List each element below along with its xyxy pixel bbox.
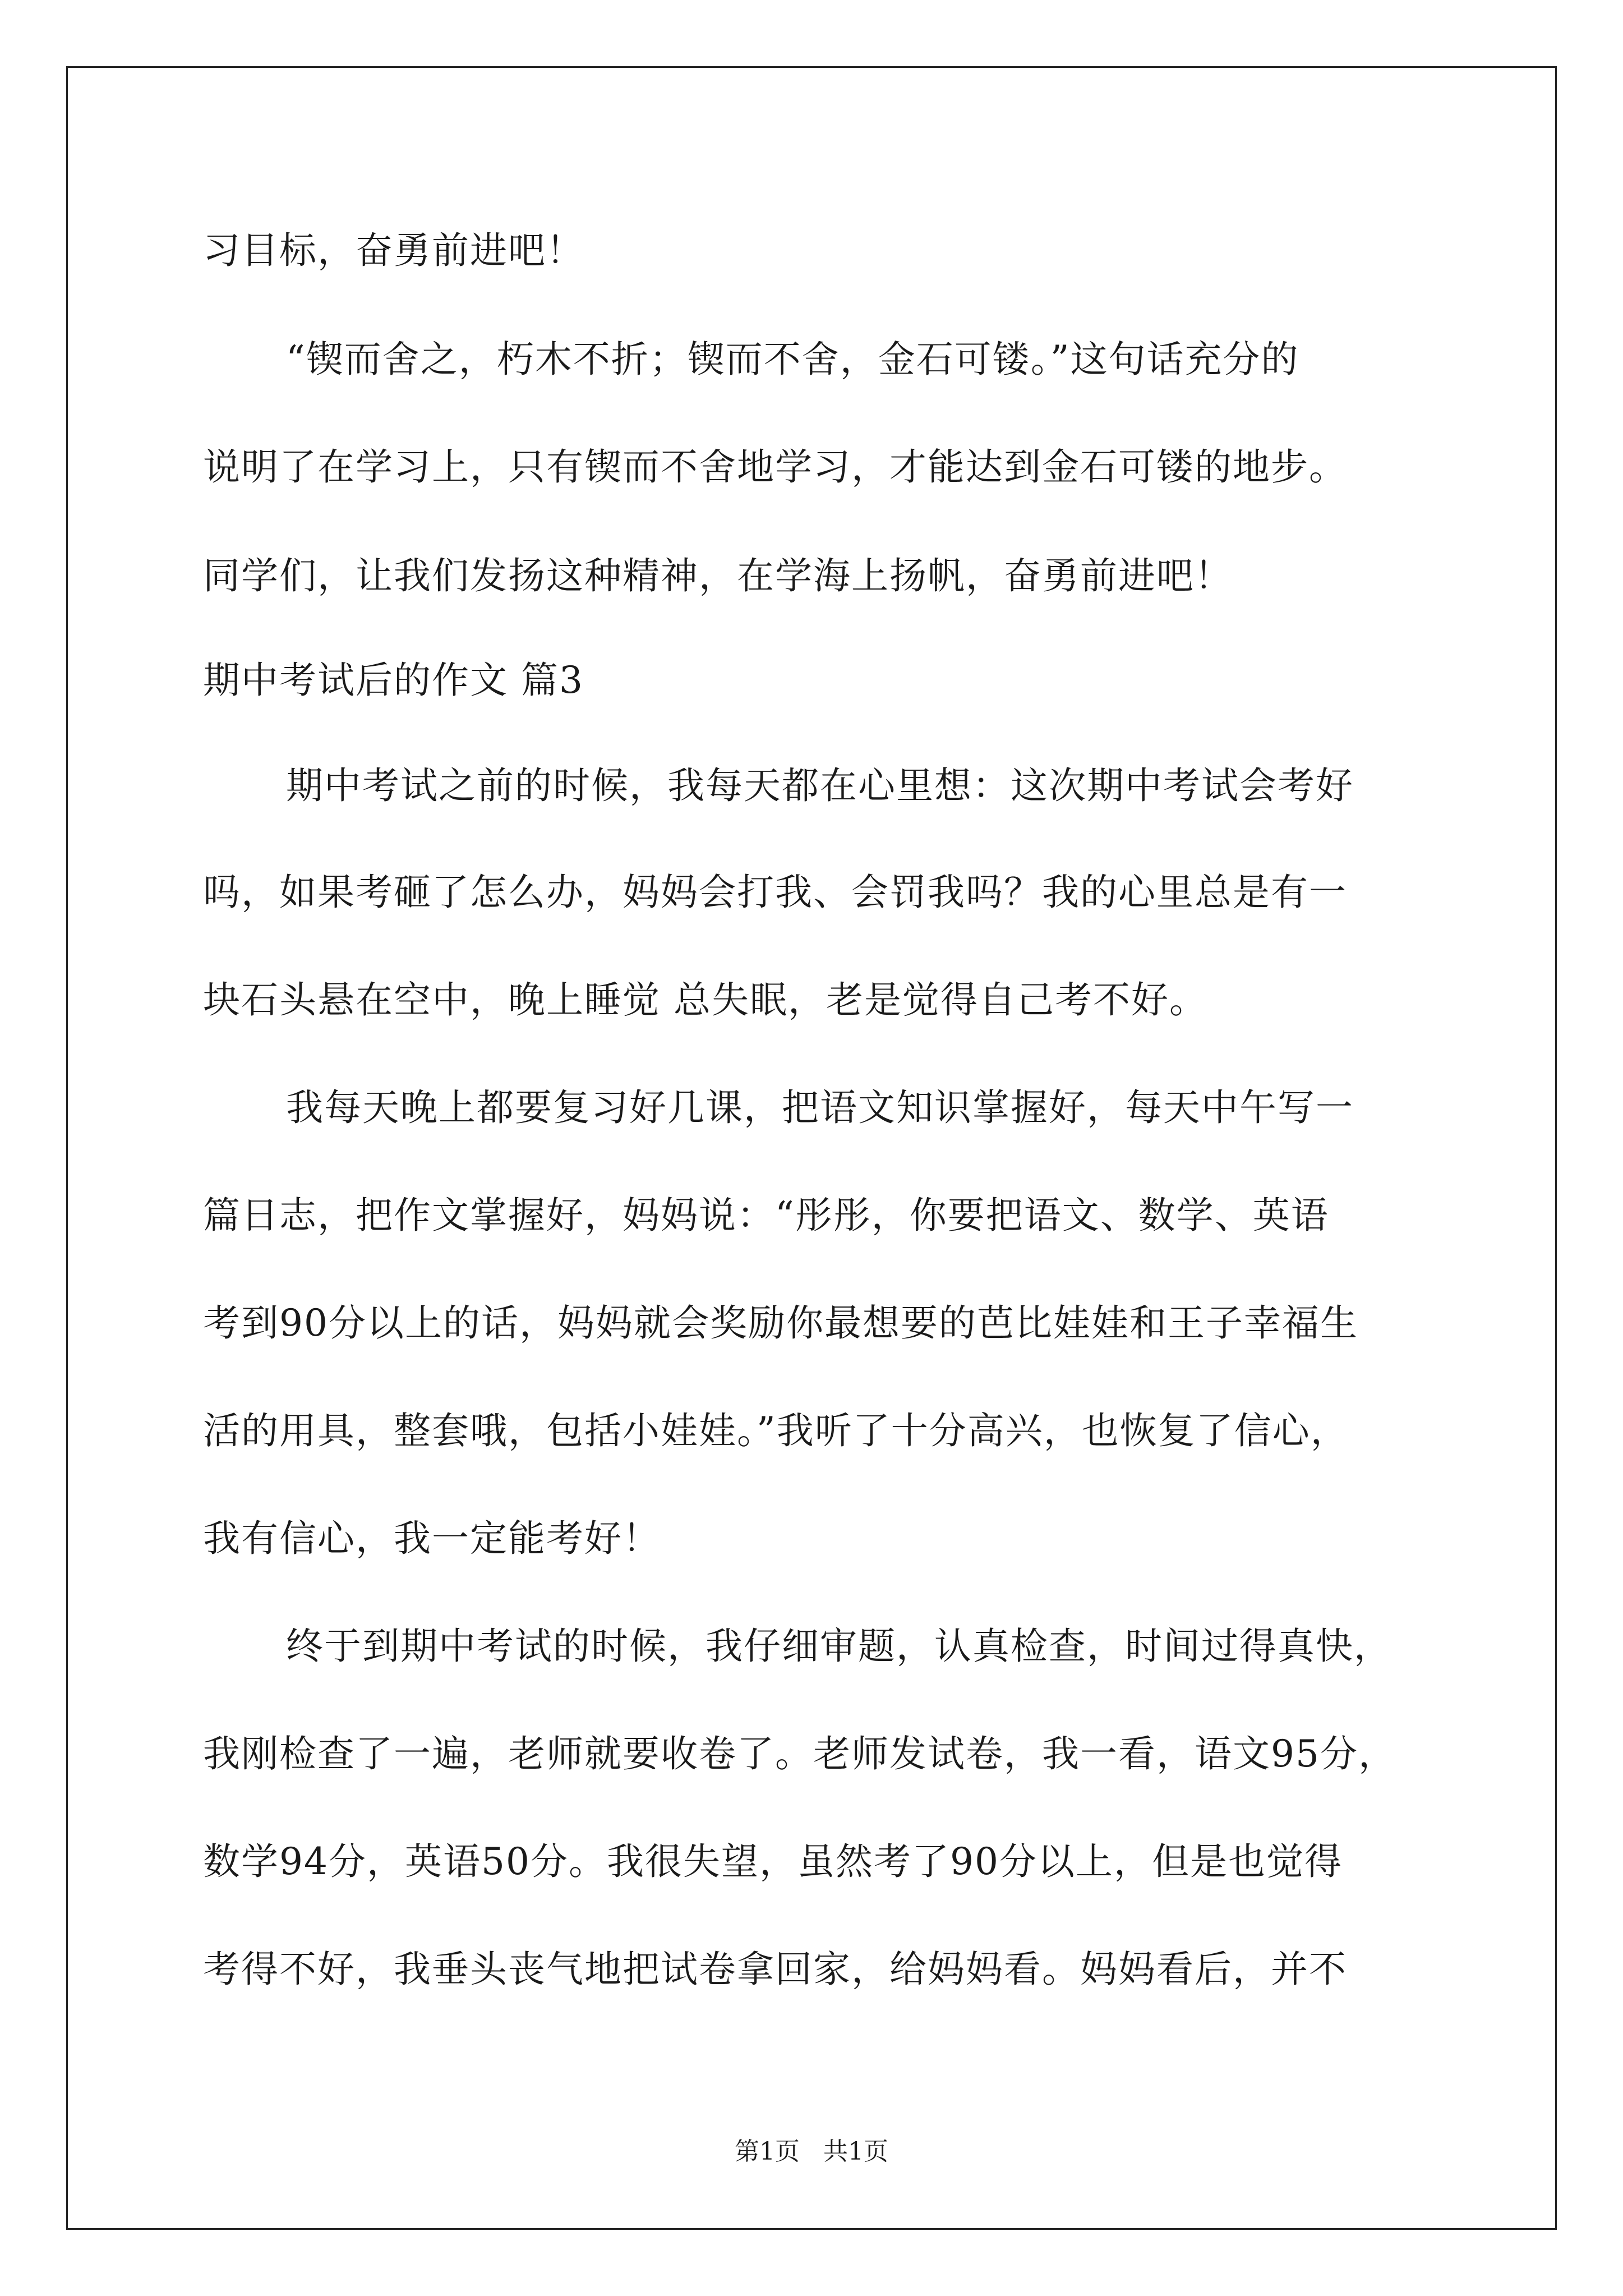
paragraph-line: “锲而舍之，朽木不折；锲而不舍，金石可镂。”这句话充分的	[286, 338, 1299, 381]
section-heading: 期中考试后的作文 篇3	[203, 659, 584, 702]
paragraph-line: 我有信心，我一定能考好！	[203, 1517, 661, 1560]
paragraph-line: 篇日志，把作文掌握好，妈妈说：“彤彤，你要把语文、数学、英语	[203, 1194, 1329, 1237]
paragraph-line: 终于到期中考试的时候，我仔细审题，认真检查，时间过得真快，	[286, 1625, 1392, 1668]
paragraph-line: 我刚检查了一遍，老师就要收卷了。老师发试卷，我一看，语文95分，	[203, 1732, 1396, 1775]
page-border	[66, 66, 1557, 2230]
page-number-footer: 第1页 共1页	[735, 2137, 888, 2166]
paragraph-line: 考得不好，我垂头丧气地把试卷拿回家，给妈妈看。妈妈看后，并不	[203, 1948, 1347, 1991]
paragraph-line: 考到90分以上的话，妈妈就会奖励你最想要的芭比娃娃和王子幸福生	[203, 1301, 1358, 1345]
paragraph-line: 习目标，奋勇前进吧！	[203, 229, 584, 272]
paragraph-line: 吗，如果考砸了怎么办，妈妈会打我、会罚我吗？我的心里总是有一	[203, 871, 1347, 914]
paragraph-line: 活的用具，整套哦，包括小娃娃。”我听了十分高兴，也恢复了信心，	[203, 1409, 1349, 1452]
paragraph-line: 我每天晚上都要复习好几课，把语文知识掌握好，每天中午写一	[286, 1086, 1354, 1129]
paragraph-line: 同学们，让我们发扬这种精神，在学海上扬帆，奋勇前进吧！	[203, 554, 1233, 597]
paragraph-line: 说明了在学习上，只有锲而不舍地学习，才能达到金石可镂的地步。	[203, 445, 1347, 489]
paragraph-line: 块石头悬在空中，晚上睡觉 总失眠，老是觉得自己考不好。	[203, 978, 1207, 1022]
paragraph-line: 期中考试之前的时候，我每天都在心里想：这次期中考试会考好	[286, 764, 1354, 807]
paragraph-line: 数学94分，英语50分。我很失望，虽然考了90分以上，但是也觉得	[203, 1840, 1343, 1883]
